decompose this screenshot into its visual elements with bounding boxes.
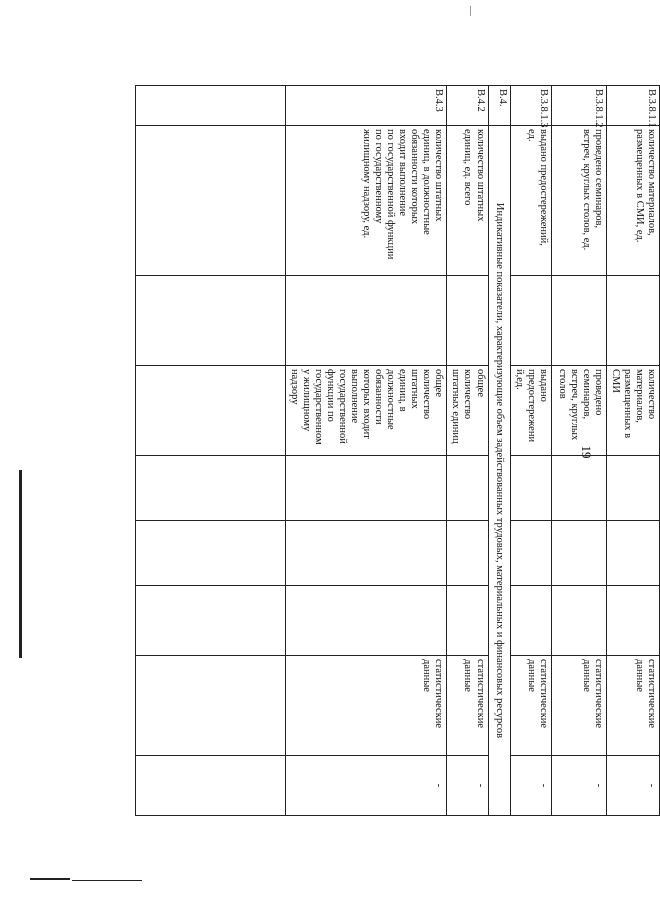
scan-edge-line	[19, 470, 22, 658]
cell-c7	[447, 586, 488, 656]
cell-name	[136, 126, 286, 276]
indicators-table	[135, 85, 660, 816]
cell-source: статистические данные	[510, 656, 551, 756]
cell-code: В.3.8.1.1	[606, 86, 659, 126]
section-title: Индикативные показатели, характеризующие объем задействованных трудовых, материальных и финансовых ресурсов	[488, 126, 510, 816]
cell-name: количество штатных единиц, ед. всего	[447, 126, 488, 276]
cell-source	[136, 656, 286, 756]
cell-formula	[510, 276, 551, 366]
cell-formula	[285, 276, 447, 366]
cell-name: количество штатных единиц, в должностные обязанности которых входит выполнение по государственной функции по государственному жилищному надзору, ед.	[285, 126, 447, 276]
table-row	[606, 86, 659, 816]
table-row	[551, 86, 606, 816]
cell-code: В.4.2	[447, 86, 488, 126]
cell-short: проведено семинаров, встреч, круглых столов	[551, 366, 606, 456]
cell-code: В.3.8.1.3	[510, 86, 551, 126]
cell-c6	[606, 521, 659, 586]
cell-name: проведено семинаров, встреч, круглых столов, ед.	[551, 126, 606, 276]
cell-code: В.4.3	[285, 86, 447, 126]
cell-source: статистические данные	[606, 656, 659, 756]
section-row	[488, 86, 510, 816]
page-number: 19	[579, 445, 594, 459]
scan-edge-line	[72, 880, 142, 881]
cell-short	[136, 366, 286, 456]
scan-edge-line	[30, 878, 70, 880]
cell-c5	[510, 456, 551, 521]
cell-c7	[136, 586, 286, 656]
cell-source: статистические данные	[551, 656, 606, 756]
cell-formula	[551, 276, 606, 366]
cell-formula	[136, 276, 286, 366]
table-row	[285, 86, 447, 816]
cell-c5	[606, 456, 659, 521]
scan-edge-line	[470, 6, 471, 16]
section-code: В.4.	[488, 86, 510, 126]
cell-c5	[285, 456, 447, 521]
cell-formula	[447, 276, 488, 366]
cell-c5	[447, 456, 488, 521]
cell-c7	[510, 586, 551, 656]
cell-c5	[136, 456, 286, 521]
cell-c7	[285, 586, 447, 656]
cell-c6	[285, 521, 447, 586]
cell-short: общее количество штатных единиц	[447, 366, 488, 456]
cell-short: количество материалов, размещенных в СМИ	[606, 366, 659, 456]
cell-name: количество материалов, размещенных в СМИ, ед.	[606, 126, 659, 276]
table-row	[510, 86, 551, 816]
cell-mark: -	[447, 756, 488, 816]
cell-c7	[551, 586, 606, 656]
cell-formula	[606, 276, 659, 366]
cell-mark: -	[606, 756, 659, 816]
table-row	[447, 86, 488, 816]
cell-c6	[136, 521, 286, 586]
cell-mark: -	[285, 756, 447, 816]
cell-mark: -	[510, 756, 551, 816]
cell-short: общее количество штатных единиц, в должностные обязанности которых входит выполнение государственной функции по государственном у жилищному надзору	[285, 366, 447, 456]
cell-mark	[136, 756, 286, 816]
rotated-table-wrapper	[135, 85, 660, 815]
cell-c6	[551, 521, 606, 586]
cell-c5	[551, 456, 606, 521]
cell-name: выдано предостережений, ед.	[510, 126, 551, 276]
table-row	[136, 86, 286, 816]
cell-mark: -	[551, 756, 606, 816]
cell-code	[136, 86, 286, 126]
cell-short: выдано предостережени й,ед.	[510, 366, 551, 456]
cell-source: статистические данные	[447, 656, 488, 756]
cell-c7	[606, 586, 659, 656]
cell-source: статистические данные	[285, 656, 447, 756]
cell-c6	[510, 521, 551, 586]
cell-code: В.3.8.1.2	[551, 86, 606, 126]
cell-c6	[447, 521, 488, 586]
